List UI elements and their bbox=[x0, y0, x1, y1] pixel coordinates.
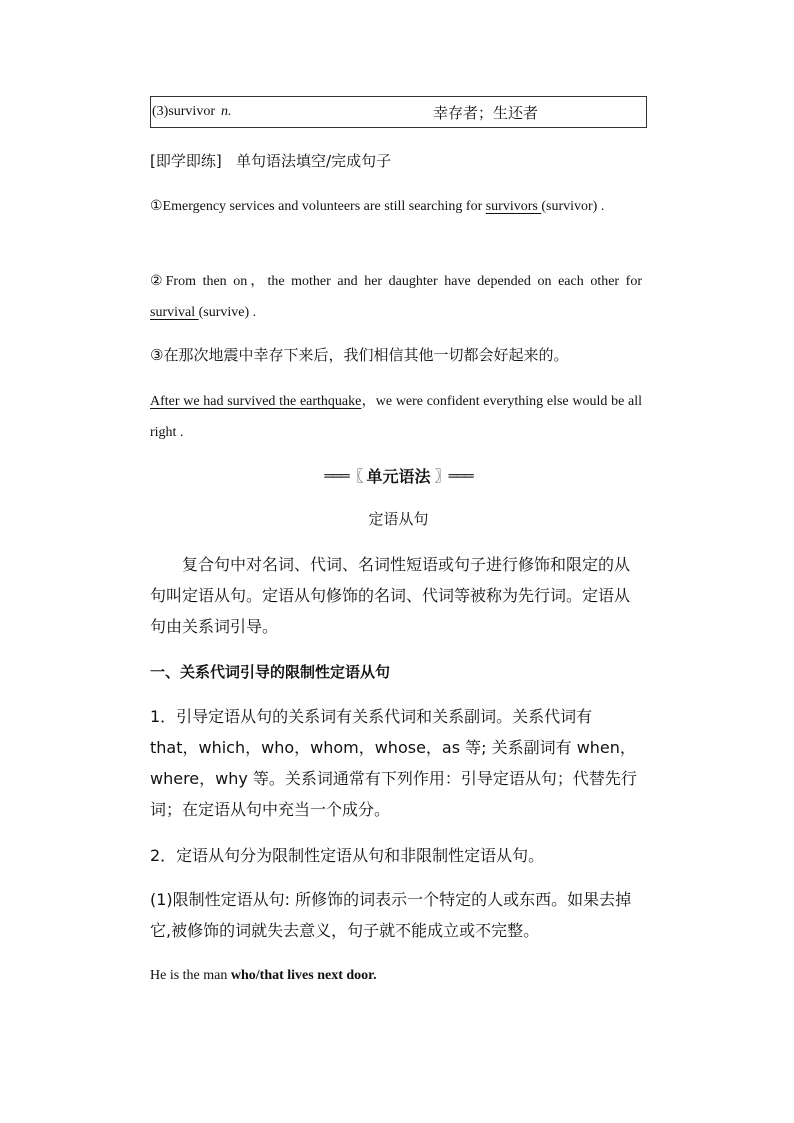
q2-answer: survival bbox=[150, 305, 199, 320]
exercise-instruction: 单句语法填空/完成句子 bbox=[236, 152, 392, 170]
q1-hint: (survivor) bbox=[541, 199, 598, 214]
vocab-word: (3)survivor bbox=[152, 104, 215, 119]
question-3-chinese: ③在那次地震中幸存下来后，我们相信其他一切都会好起来的。 bbox=[150, 346, 569, 364]
question-3-answer bbox=[150, 386, 642, 448]
q2-text: ②From then on，the mother and her daughter have depended on each other for bbox=[150, 274, 642, 289]
q2-hint: (survive) bbox=[198, 305, 250, 320]
example-bold: who/that lives next door bbox=[230, 968, 374, 983]
section-heading-1: 一、关系代词引导的限制性定语从句 bbox=[150, 663, 391, 681]
banner-title: 单元语法 bbox=[366, 466, 431, 486]
point-2-1: (1)限制性定语从句: 所修饰的词表示一个特定的人或东西。如果去掉它,被修饰的词就失去意义，句子就不能成立或不完整。 bbox=[150, 890, 632, 940]
question-2 bbox=[150, 266, 642, 328]
q3-answer: After we had survived the earthquake bbox=[150, 394, 362, 409]
grammar-title: 定语从句 bbox=[368, 510, 429, 528]
point-2: 2．定语从句分为限制性定语从句和非限制性定语从句。 bbox=[150, 846, 545, 865]
grammar-intro: 复合句中对名词、代词、名词性短语或句子进行修饰和限定的从句叫定语从句。定语从句修饰的名词、代词等被称为先行词。定语从句由关系词引导。 bbox=[150, 555, 631, 636]
example-sentence bbox=[150, 960, 642, 991]
vocab-pos: n. bbox=[221, 104, 232, 119]
vocab-table-row bbox=[150, 96, 647, 128]
vocab-meaning: 幸存者；生还者 bbox=[433, 103, 539, 122]
example-end: . bbox=[373, 968, 377, 983]
unit-grammar-banner bbox=[316, 461, 481, 489]
question-1 bbox=[150, 191, 642, 222]
vocab-word-cell bbox=[152, 104, 433, 120]
banner-left-ornament: ═══〖 bbox=[324, 466, 363, 485]
exercise-label: [即学即练] bbox=[150, 152, 222, 170]
q2-end: . bbox=[252, 305, 257, 320]
example-start: He is the man bbox=[150, 968, 231, 983]
banner-right-ornament: 〗═══ bbox=[434, 466, 473, 485]
q3-rest: ，we were confident everything else would be all right . bbox=[150, 394, 642, 440]
page-content bbox=[150, 96, 647, 983]
q1-text: ①Emergency services and volunteers are still searching for bbox=[150, 199, 483, 214]
point-1: 1．引导定语从句的关系词有关系代词和关系副词。关系代词有 that，which，who，whom，whose，as 等; 关系副词有 when，where，why 等。关系词通常有下列作用：引导定语从句；代替先行词；在定语从句中充当一个成分。 bbox=[150, 707, 637, 819]
exercise-header bbox=[150, 146, 642, 177]
q1-end: . bbox=[600, 199, 605, 214]
q1-answer: survivors bbox=[485, 199, 542, 214]
